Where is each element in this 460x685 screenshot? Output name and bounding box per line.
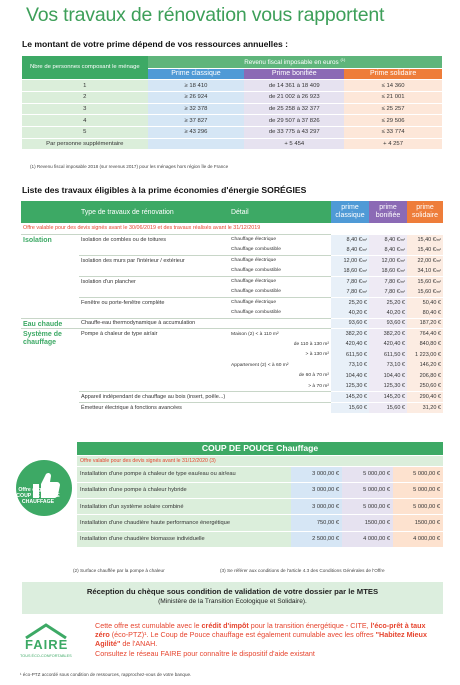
work-detail xyxy=(229,402,331,413)
note-2: (2) Surface chauffée par la pompe à chaleur xyxy=(73,568,165,573)
prime-value: 7,80 €/m² xyxy=(369,287,407,298)
coup-de-pouce-badge: Offre éligible au COUP DE POUCE CHAUFFAGE xyxy=(16,487,60,505)
income-cell: ≥ 32 378 xyxy=(148,103,245,115)
work-detail: Chauffage combustible xyxy=(231,268,281,273)
income-cell: ≤ 14 360 xyxy=(344,80,442,92)
income-cell: de 25 258 à 32 377 xyxy=(244,103,344,115)
unit-label: /m² xyxy=(361,258,367,263)
coup-de-pouce-cell: 5 000,00 € xyxy=(342,499,393,515)
unit-label: /m² xyxy=(435,268,441,273)
works-row xyxy=(21,381,443,392)
works-row xyxy=(21,392,443,403)
income-row xyxy=(22,80,442,92)
unit-label: /m² xyxy=(399,237,405,242)
coup-de-pouce-table xyxy=(77,442,443,548)
prime-value: 93,60 € xyxy=(369,318,407,329)
income-cell: ≤ 33 774 xyxy=(344,126,442,138)
prime-value: 22,00 €/m² xyxy=(407,255,443,266)
works-row xyxy=(21,266,443,277)
income-cell: + 4 257 xyxy=(344,138,442,150)
info-text: Cette offre est cumulable avec le crédit d'impôt pour la transition énergétique - CITE, l'éco-prêt à taux zéro (éco-PTZ)¹. Le Coup de Pouce chauffage est également cumulable avec les offres "Habitez Mieux Agilité" de l'ANAH. Consultez le réseau FAIRE pour connaître le dispositif d'aide existant xyxy=(95,621,427,658)
work-type: Fenêtre ou porte-fenêtre complète xyxy=(79,297,229,308)
prime-value: 382,20 € xyxy=(369,329,407,340)
coup-de-pouce-cell: 1500,00 € xyxy=(342,515,393,531)
prime-value: 15,40 €/m² xyxy=(407,234,443,245)
prime-value: 145,20 € xyxy=(331,392,369,403)
prime-value: 15,60 € xyxy=(331,402,369,413)
coup-de-pouce-cell: 4 000,00 € xyxy=(342,531,393,547)
income-cell: ≥ 43 296 xyxy=(148,126,245,138)
coup-de-pouce-cell: 4 000,00 € xyxy=(393,531,443,547)
prime-value: 206,80 € xyxy=(407,371,443,382)
work-type: Isolation d'un plancher xyxy=(79,276,229,287)
prime-value: 7,80 €/m² xyxy=(331,276,369,287)
prime-value: 8,40 €/m² xyxy=(331,245,369,256)
work-type xyxy=(79,287,229,298)
prime-value: 15,60 €/m² xyxy=(407,276,443,287)
col-classique-header: Prime classique xyxy=(148,68,245,80)
category-label: Eau chaude xyxy=(21,318,79,329)
prime-value: 18,60 €/m² xyxy=(331,266,369,277)
prime-value: 187,20 € xyxy=(407,318,443,329)
work-type: Émetteur électrique à fonctions avancées xyxy=(79,402,229,413)
income-cell: de 14 361 à 18 409 xyxy=(244,80,344,92)
coup-de-pouce-cell: 5 000,00 € xyxy=(393,482,443,498)
prime-value: 25,20 € xyxy=(369,297,407,308)
income-cell: 4 xyxy=(22,115,148,127)
works-row xyxy=(21,371,443,382)
income-cell: ≤ 29 506 xyxy=(344,115,442,127)
prime-value: 104,40 € xyxy=(369,371,407,382)
coup-de-pouce-cell: 5 000,00 € xyxy=(342,466,393,482)
footnote: ¹ éco-PTZ accordé sous condition de ressources, rapprochez-vous de votre banque. xyxy=(20,672,192,677)
income-cell: de 21 002 à 26 923 xyxy=(244,91,344,103)
income-cell xyxy=(148,138,245,150)
work-type: Appareil indépendant de chauffage au bois (insert, poêle...) xyxy=(79,392,331,403)
coup-de-pouce-cell: 3 000,00 € xyxy=(291,482,342,498)
work-type: Chauffe-eau thermodynamique à accumulation xyxy=(79,318,229,329)
income-cell: ≥ 18 410 xyxy=(148,80,245,92)
income-row xyxy=(22,138,442,150)
prime-value: 80,40 € xyxy=(407,308,443,319)
coup-de-pouce-row xyxy=(77,531,443,547)
prime-value: 125,30 € xyxy=(369,381,407,392)
reception-line1: Réception du chèque sous condition de validation de votre dossier par le MTES xyxy=(86,587,379,596)
coup-de-pouce-cell: Installation d'une chaudière biomasse individuelle xyxy=(77,531,291,547)
income-row xyxy=(22,115,442,127)
col-prime-solidaire-header: prime solidaire xyxy=(407,201,443,223)
works-row xyxy=(21,245,443,256)
coup-de-pouce-cell: 1500,00 € xyxy=(393,515,443,531)
col-prime-bonifiee-header: prime bonifiée xyxy=(369,201,407,223)
work-detail xyxy=(229,318,331,329)
unit-label: /m² xyxy=(435,289,441,294)
unit-label: /m² xyxy=(399,247,405,252)
work-type xyxy=(79,350,229,361)
work-detail: Chauffage électrique xyxy=(229,234,331,245)
prime-value: 420,40 € xyxy=(369,339,407,350)
faire-tagline: TOUS ÉCO-CONFORTABLES xyxy=(20,654,72,658)
works-row xyxy=(21,402,443,413)
prime-value: 73,10 € xyxy=(331,360,369,371)
col-type-header: Type de travaux de rénovation xyxy=(79,201,229,223)
work-type xyxy=(79,381,229,392)
coup-de-pouce-cell: Installation d'une pompe à chaleur hybride xyxy=(77,482,291,498)
prime-value: 420,40 € xyxy=(331,339,369,350)
prime-value: 611,50 € xyxy=(331,350,369,361)
unit-label: /m² xyxy=(399,289,405,294)
coup-de-pouce-cell: 5 000,00 € xyxy=(393,499,443,515)
works-row xyxy=(21,318,443,329)
income-cell: ≥ 26 924 xyxy=(148,91,245,103)
prime-value: 7,80 €/m² xyxy=(331,287,369,298)
col-detail-header: Détail xyxy=(229,201,331,223)
work-detail: Chauffage électrique xyxy=(229,297,331,308)
works-row xyxy=(21,234,443,245)
coup-de-pouce-cell: 5 000,00 € xyxy=(393,466,443,482)
work-detail: > à 70 m² xyxy=(308,383,329,389)
income-row xyxy=(22,103,442,115)
prime-value: 146,20 € xyxy=(407,360,443,371)
work-detail: de 110 à 130 m² xyxy=(293,341,329,347)
unit-label: /m² xyxy=(399,268,405,273)
section1-heading: Le montant de votre prime dépend de vos ressources annuelles : xyxy=(22,39,289,49)
prime-value: 8,40 €/m² xyxy=(369,234,407,245)
works-row xyxy=(21,350,443,361)
income-cell: ≥ 37 827 xyxy=(148,115,245,127)
coup-de-pouce-cell: 3 000,00 € xyxy=(291,499,342,515)
prime-value: 611,50 € xyxy=(369,350,407,361)
work-type: Pompe à chaleur de type air/air xyxy=(79,329,229,340)
prime-value: 15,60 €/m² xyxy=(407,287,443,298)
coup-de-pouce-row xyxy=(77,515,443,531)
work-detail: Chauffage combustible xyxy=(231,247,281,252)
income-note: (1) Revenu fiscal imposable 2018 (sur revenus 2017) pour les ménages hors région Île de France xyxy=(30,164,229,169)
work-type xyxy=(79,245,229,256)
income-cell: ≤ 25 257 xyxy=(344,103,442,115)
income-cell: 5 xyxy=(22,126,148,138)
work-detail: Chauffage combustible xyxy=(231,310,281,315)
work-type xyxy=(79,371,229,382)
reception-box xyxy=(22,582,443,614)
prime-value: 93,60 € xyxy=(331,318,369,329)
prime-value: 73,10 € xyxy=(369,360,407,371)
coup-de-pouce-row xyxy=(77,482,443,498)
prime-value: 840,80 € xyxy=(407,339,443,350)
category-label: Isolation xyxy=(21,234,79,318)
offer-validity: Offre valable pour des devis signés avant le 30/06/2019 et des travaux réalisés avant le 31/12/2019 xyxy=(21,223,443,234)
works-row xyxy=(21,329,443,340)
work-detail: > à 130 m² xyxy=(305,352,329,358)
prime-value: 25,20 € xyxy=(331,297,369,308)
coup-de-pouce-cell: 5 000,00 € xyxy=(342,482,393,498)
income-cell: Par personne supplémentaire xyxy=(22,138,148,150)
prime-value: 8,40 €/m² xyxy=(369,245,407,256)
income-cell: 2 xyxy=(22,91,148,103)
works-row xyxy=(21,308,443,319)
income-cell: de 29 507 à 37 826 xyxy=(244,115,344,127)
faire-logo-text: FAIRE xyxy=(25,637,69,652)
work-detail: Chauffage électrique xyxy=(229,276,331,287)
unit-label: /m² xyxy=(361,268,367,273)
unit-label: /m² xyxy=(361,237,367,242)
prime-value: 145,20 € xyxy=(369,392,407,403)
works-row xyxy=(21,276,443,287)
coup-de-pouce-cell: 3 000,00 € xyxy=(291,466,342,482)
coup-de-pouce-cell: Installation d'une chaudière haute performance énergétique xyxy=(77,515,291,531)
faire-logo xyxy=(16,622,76,666)
prime-value: 12,00 €/m² xyxy=(369,255,407,266)
work-detail: de 60 à 70 m² xyxy=(298,373,329,379)
page-title: Vos travaux de rénovation vous rapportent xyxy=(26,4,385,26)
work-type: Isolation de combles ou de toitures xyxy=(79,234,229,245)
category-label: Système de chauffage xyxy=(21,329,79,413)
col-solidaire-header: Prime solidaire xyxy=(344,68,442,80)
prime-value: 1 223,00 € xyxy=(407,350,443,361)
coup-de-pouce-row xyxy=(77,499,443,515)
prime-value: 764,40 € xyxy=(407,329,443,340)
coup-de-pouce-offer: Offre valable pour des devis signés avant le 31/12/2020 (3) xyxy=(77,455,443,466)
coup-de-pouce-cell: Installation d'un système solaire combiné xyxy=(77,499,291,515)
works-table xyxy=(21,201,443,413)
unit-label: /m² xyxy=(435,237,441,242)
income-cell: 1 xyxy=(22,80,148,92)
prime-value: 250,60 € xyxy=(407,381,443,392)
work-type xyxy=(79,308,229,319)
prime-value: 382,20 € xyxy=(331,329,369,340)
works-row xyxy=(21,287,443,298)
unit-label: /m² xyxy=(399,279,405,284)
prime-value: 104,40 € xyxy=(331,371,369,382)
income-cell: ≤ 21 001 xyxy=(344,91,442,103)
works-row xyxy=(21,360,443,371)
work-type: Isolation des murs par l'intérieur / extérieur xyxy=(79,255,229,266)
reception-line2: (Ministère de la Transition Ecologique et Solidaire). xyxy=(158,598,307,605)
prime-value: 40,20 € xyxy=(331,308,369,319)
coup-de-pouce-title: COUP DE POUCE Chauffage xyxy=(77,442,443,455)
income-table xyxy=(22,56,442,150)
prime-value: 50,40 € xyxy=(407,297,443,308)
unit-label: /m² xyxy=(435,247,441,252)
prime-value: 7,80 €/m² xyxy=(369,276,407,287)
income-cell: de 33 775 à 43 297 xyxy=(244,126,344,138)
prime-value: 40,20 € xyxy=(369,308,407,319)
work-detail: Maison (2) < à 110 m² xyxy=(229,329,331,340)
income-cell: 3 xyxy=(22,103,148,115)
work-detail: Chauffage combustible xyxy=(231,289,281,294)
income-row xyxy=(22,126,442,138)
unit-label: /m² xyxy=(361,247,367,252)
prime-value: 125,30 € xyxy=(331,381,369,392)
work-type xyxy=(79,360,229,371)
unit-label: /m² xyxy=(361,279,367,284)
works-row xyxy=(21,297,443,308)
income-row xyxy=(22,91,442,103)
income-cell: + 5 454 xyxy=(244,138,344,150)
note-3: (3) Se référer aux conditions de l'article 4.3 des Conditions Générales de l'Offre xyxy=(220,568,385,573)
prime-value: 12,00 €/m² xyxy=(331,255,369,266)
unit-label: /m² xyxy=(361,289,367,294)
prime-value: 34,10 €/m² xyxy=(407,266,443,277)
prime-value: 18,60 €/m² xyxy=(369,266,407,277)
coup-de-pouce-cell: 2 500,00 € xyxy=(291,531,342,547)
coup-de-pouce-cell: Installation d'une pompe à chaleur de type eau/eau ou air/eau xyxy=(77,466,291,482)
prime-value: 8,40 €/m² xyxy=(331,234,369,245)
unit-label: /m² xyxy=(435,279,441,284)
works-row xyxy=(21,339,443,350)
coup-de-pouce-cell: 750,00 € xyxy=(291,515,342,531)
unit-label: /m² xyxy=(399,258,405,263)
prime-value: 15,40 €/m² xyxy=(407,245,443,256)
col-prime-classique-header: prime classique xyxy=(331,201,369,223)
unit-label: /m² xyxy=(435,258,441,263)
works-row xyxy=(21,255,443,266)
section2-heading: Liste des travaux éligibles à la prime économies d'énergie SORÉGIES xyxy=(22,185,307,195)
work-type xyxy=(79,339,229,350)
prime-value: 31,20 € xyxy=(407,402,443,413)
work-detail: Chauffage électrique xyxy=(229,255,331,266)
work-detail: Appartement (2) < à 60 m² xyxy=(231,362,289,368)
col-revenue-header: Revenu fiscal imposable en euros $^{(1)}$ xyxy=(148,56,442,68)
prime-value: 290,40 € xyxy=(407,392,443,403)
col-bonifiee-header: Prime bonifiée xyxy=(244,68,344,80)
col-persons-header: Nbre de personnes composant le ménage xyxy=(22,56,148,80)
prime-value: 15,60 € xyxy=(369,402,407,413)
work-type xyxy=(79,266,229,277)
coup-de-pouce-row xyxy=(77,466,443,482)
